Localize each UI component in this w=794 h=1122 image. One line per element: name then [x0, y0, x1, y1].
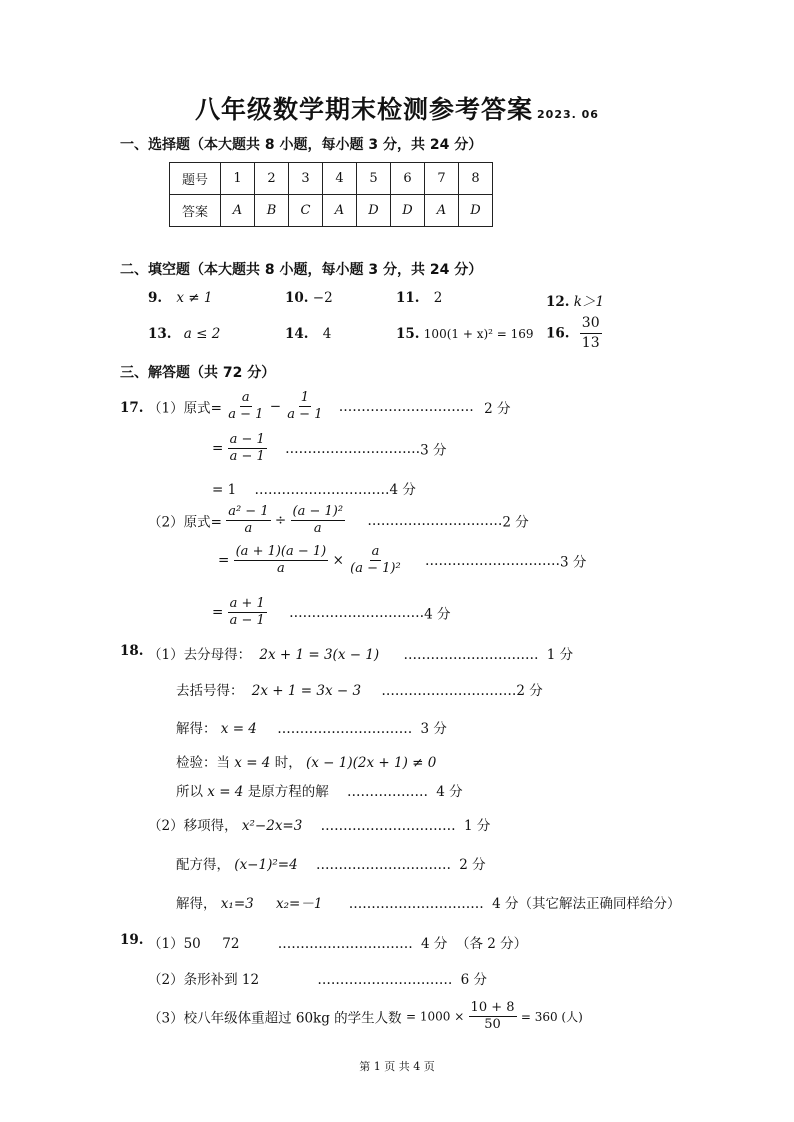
- section1-heading: 一、选择题（本大题共 8 小题，每小题 3 分，共 24 分）: [120, 137, 483, 153]
- numerator: a: [241, 390, 250, 405]
- fraction: [348, 544, 403, 577]
- numerator: (a − 1)²: [292, 504, 344, 519]
- table-cell: D: [459, 195, 493, 227]
- label: （3）校八年级体重超过 60kg 的学生人数: [148, 1010, 402, 1027]
- expr: x₂=－1: [276, 896, 323, 912]
- score: 1 分: [463, 818, 491, 834]
- q17-p1-line1: （1）原式= $\frac{a}{a - 1}$ − $\frac{1}{a - 1}$ ………………………… 2 分: [148, 390, 511, 422]
- dots: …………………………: [315, 857, 451, 873]
- numerator: a + 1: [229, 596, 265, 611]
- expr: 2x + 1 = 3x − 3: [251, 683, 362, 699]
- date: 2023. 06: [537, 108, 599, 121]
- label: 所以: [176, 784, 203, 800]
- denominator: a − 1: [287, 407, 323, 422]
- expr: x²−2x=3: [241, 818, 303, 834]
- denominator: a − 1: [229, 613, 265, 628]
- numerator: 1: [300, 390, 310, 405]
- fill-item-12: [546, 290, 604, 310]
- numerator: a − 1: [229, 432, 265, 447]
- fraction: [228, 432, 267, 465]
- label: 配方得，: [176, 857, 230, 873]
- fraction: [234, 544, 329, 577]
- item-number: 10.: [285, 290, 309, 306]
- expr: (x−1)²=4: [234, 857, 298, 873]
- table-cell: 题号: [170, 163, 221, 195]
- score: 2 分: [484, 400, 511, 417]
- label: （1）50 72: [148, 936, 240, 952]
- dots: …………………………: [277, 721, 413, 737]
- q18-number: 18.: [120, 643, 144, 659]
- item-answer: x ≠ 1: [176, 290, 213, 306]
- score: 2 分: [459, 857, 486, 873]
- fill-item-15: [396, 326, 534, 342]
- numerator: a² − 1: [228, 504, 269, 519]
- score: 3 分: [420, 721, 447, 737]
- table-cell: D: [391, 195, 425, 227]
- q18-line1: [148, 643, 573, 663]
- q17-number: 17.: [120, 400, 144, 416]
- denominator: a: [313, 521, 322, 536]
- score: 2 分: [516, 683, 543, 699]
- numerator: 10 + 8: [470, 1000, 515, 1015]
- page-title: [0, 90, 794, 126]
- table-cell: C: [289, 195, 323, 227]
- denominator: a − 1: [229, 449, 265, 464]
- expr: = 1: [212, 482, 237, 498]
- table-cell: A: [425, 195, 459, 227]
- item-answer: 4: [322, 326, 332, 342]
- item-number: 16.: [546, 325, 570, 342]
- table-cell: D: [357, 195, 391, 227]
- q18-line2: [176, 679, 543, 699]
- score: 3 分: [560, 554, 587, 571]
- label: 是原方程的解: [247, 784, 329, 800]
- q17-p2-line2: = $\frac{(a + 1)(a - 1)}{a}$ × $\frac{a}{\text{(a − 1)²}}$ …………………………3 分: [218, 544, 587, 576]
- dots: …………………………: [317, 972, 453, 988]
- dots: …………………………: [289, 604, 425, 621]
- table-cell: 6: [391, 163, 425, 195]
- label: （2）条形补到 12: [148, 972, 260, 988]
- item-answer: 100(1 + x)² = 169: [423, 327, 534, 341]
- table-cell: 1: [221, 163, 255, 195]
- dots: …………………………: [381, 683, 517, 699]
- expr: = 360 (人): [520, 1010, 583, 1024]
- label: 解得，: [176, 896, 217, 912]
- expr: = 1000 ×: [405, 1009, 465, 1024]
- item-number: 12.: [546, 294, 570, 310]
- q18-line5: [176, 780, 463, 800]
- q18-line8: [176, 892, 680, 912]
- table-row: [170, 195, 493, 227]
- table-cell: A: [221, 195, 255, 227]
- q17-p2-line1: （2）原式= $\frac{\text{a² − 1}}{a}$ ÷ $\frac{\text{(a − 1)²}}{a}$ …………………………2 分: [148, 504, 529, 536]
- score: 4 分（其它解法正确同样给分）: [492, 896, 681, 912]
- page-footer: 第 1 页 共 4 页: [359, 1060, 435, 1073]
- denominator: 13: [581, 335, 600, 351]
- table-cell: 3: [289, 163, 323, 195]
- fraction: [469, 1000, 517, 1033]
- expr: x = 4: [220, 721, 257, 737]
- dots: …………………………: [254, 482, 390, 498]
- table-cell: A: [323, 195, 357, 227]
- dots: …………………………: [320, 818, 456, 834]
- denominator: 50: [484, 1017, 501, 1032]
- fraction: [291, 504, 346, 537]
- item-number: 15.: [396, 326, 420, 342]
- item-answer: −2: [312, 290, 333, 306]
- expr: (x − 1)(2x + 1) ≠ 0: [306, 755, 437, 771]
- table-cell: 8: [459, 163, 493, 195]
- fraction: [226, 504, 270, 537]
- label: （2）移项得，: [148, 818, 238, 834]
- q19-number: 19.: [120, 932, 144, 948]
- fill-item-16: [546, 314, 602, 353]
- numerator: a: [371, 544, 380, 559]
- score: 4 分: [436, 784, 463, 800]
- fraction: [228, 596, 267, 629]
- item-number: 14.: [285, 326, 309, 342]
- dots: ………………: [347, 784, 428, 800]
- label: （1）原式=: [148, 400, 222, 417]
- item-answer: 2: [433, 290, 443, 306]
- denominator: (a − 1)²: [350, 561, 401, 576]
- dots: …………………………: [348, 896, 484, 912]
- fill-item-11: [396, 290, 442, 306]
- section2-heading: 二、填空题（本大题共 8 小题，每小题 3 分，共 24 分）: [120, 262, 483, 278]
- answer-table: [169, 162, 493, 227]
- title-text: 八年级数学期末检测参考答案: [195, 95, 534, 124]
- q18-line6: [148, 814, 490, 834]
- table-cell: 答案: [170, 195, 221, 227]
- fraction: [580, 314, 602, 353]
- item-answer: k＞1: [573, 294, 605, 310]
- item-answer: a ≤ 2: [183, 326, 221, 342]
- label: 检验：当: [176, 755, 230, 771]
- table-cell: 7: [425, 163, 459, 195]
- dots: …………………………: [277, 936, 413, 952]
- dots: …………………………: [403, 647, 539, 663]
- q17-p1-line3: [212, 478, 416, 498]
- q18-line3: [176, 717, 447, 737]
- fraction: [226, 390, 265, 423]
- label: （1）去分母得：: [148, 647, 252, 663]
- label: （2）原式=: [148, 514, 222, 531]
- score: 4 分: [424, 606, 451, 623]
- item-number: 11.: [396, 290, 420, 306]
- section3-heading: 三、解答题（共 72 分）: [120, 365, 276, 381]
- score: 4 分 （各 2 分）: [421, 936, 528, 952]
- expr: x₁=3: [220, 896, 254, 912]
- dots: …………………………: [367, 512, 503, 529]
- item-number: 13.: [148, 326, 172, 342]
- dots: …………………………: [425, 552, 561, 569]
- q17-p2-line3: = $\frac{a + 1}{a - 1}$ …………………………4 分: [212, 596, 451, 628]
- label: 时，: [274, 755, 302, 771]
- fraction: [285, 390, 324, 423]
- table-cell: 5: [357, 163, 391, 195]
- score: 2 分: [502, 514, 529, 531]
- score: 3 分: [420, 442, 447, 459]
- numerator: 30: [580, 314, 602, 334]
- denominator: a: [277, 561, 285, 576]
- fill-item-13: [148, 326, 220, 342]
- q19-line3: [148, 1000, 583, 1033]
- q18-line7: [176, 853, 486, 873]
- score: 6 分: [460, 972, 488, 988]
- score: 1 分: [546, 647, 574, 663]
- expr: 2x + 1 = 3(x − 1): [259, 647, 380, 663]
- table-cell: B: [255, 195, 289, 227]
- fill-item-14: [285, 326, 331, 342]
- dots: …………………………: [338, 398, 474, 415]
- q19-line1: [148, 932, 527, 952]
- fill-item-9: [148, 290, 213, 306]
- item-number: 9.: [148, 290, 163, 306]
- fill-item-10: [285, 290, 333, 306]
- score: 4 分: [389, 482, 416, 498]
- q17-p1-line2: = $\frac{a - 1}{a - 1}$ …………………………3 分: [212, 432, 447, 464]
- dots: …………………………: [285, 440, 421, 457]
- q18-line4: [176, 751, 436, 771]
- q19-line2: [148, 968, 487, 988]
- table-row: [170, 163, 493, 195]
- label: 解得：: [176, 721, 217, 737]
- table-cell: 2: [255, 163, 289, 195]
- denominator: a − 1: [228, 407, 264, 422]
- numerator: (a + 1)(a − 1): [235, 544, 327, 559]
- label: 去括号得：: [176, 683, 244, 699]
- expr: x = 4: [207, 784, 244, 800]
- expr: x = 4: [234, 755, 271, 771]
- denominator: a: [244, 521, 253, 536]
- table-cell: 4: [323, 163, 357, 195]
